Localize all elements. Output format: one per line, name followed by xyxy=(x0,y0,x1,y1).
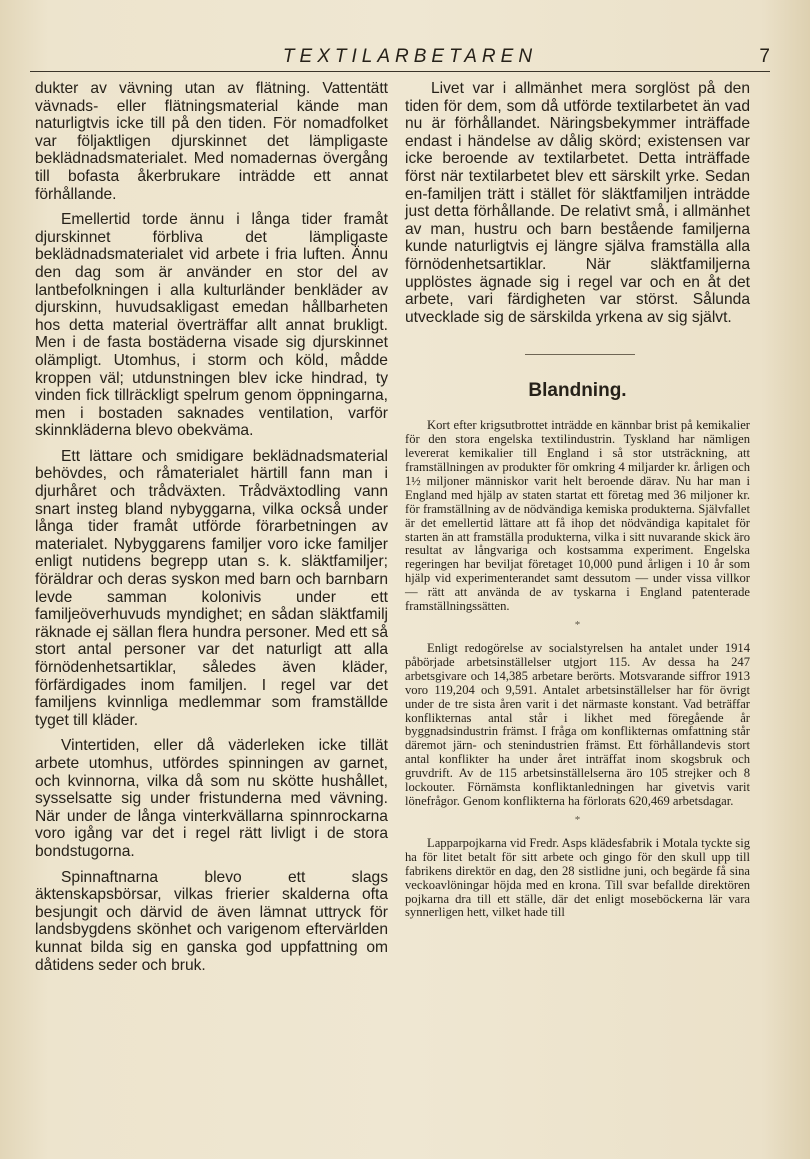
article-paragraph: Livet var i allmänhet mera sorglöst på den tiden för dem, som då utförde textilarbetet än vad nu är förhållandet. Näringsbekymmer inträffade endast i händelse av dålig skörd; existensen var icke beroende av textilarbetet. Detta inträffade först när textilarbetet blev ett särskilt yrke. Sedan en-familjen trätt i stället för släktfamiljen inträdde just detta förhållande. De relativt små, i allmänhet av man, hustru och barn bestående familjerna kunde naturligtvis ej längre själva framställa alla förnödenhetsartiklar. När släktfamiljerna upplöstes ägnade sig i regel var och en åt det arbete, vari färdigheten var störst. Sålunda utvecklade sig de särskilda yrkena av sig självt. xyxy=(405,80,750,326)
article-paragraph: Spinnaftnarna blevo ett slags äktenskapsbörsar, vilkas frierier skalderna ofta besjungit och därvid de även lämnat uttryck för landsbygdens skönhet och varigenom eftervärlden kunnat bilda sig en ganska god uppfattning om dåtidens seder och bruk. xyxy=(35,868,388,974)
article-paragraph: Vintertiden, eller då väderleken icke tillät arbete utomhus, utfördes spinningen av garnet, och kvinnorna, vilka då som nu skötte hushållet, sysselsatte sig under fristunderna med vävning. När under de långa vinterkvällarna spinnrockarna voro igång var det i regel rätt livligt i de stora bondstugorna. xyxy=(35,737,388,860)
asterisk-separator: * xyxy=(574,619,581,631)
section-title: Blandning. xyxy=(528,380,627,402)
section-divider xyxy=(525,354,635,355)
publication-title: TEXTILARBETAREN xyxy=(282,46,538,67)
right-column xyxy=(405,80,750,920)
page-header xyxy=(30,44,770,72)
page-number: 7 xyxy=(759,46,770,67)
header-rule xyxy=(30,71,770,72)
asterisk-separator: * xyxy=(574,813,581,826)
news-notice: Enligt redogörelse av socialstyrelsen ha antalet under 1914 påbörjade arbetsinställelser utgjort 115. Av dessa ha 247 arbetsgivare och 14,385 arbetare berörts. Motsvarande siffror 1913 voro 119,204 och 9,591. Antalet arbetsinställelser har för övrigt under de tre sista åren varit i det närmaste konstant. Vad beträffar konflikternas antal står i likhet med föregående år byggnadsindustrin främst. I fråga om konflikternas omfattning står däremot järn- och stenindustrien främst. Ett förhållandevis stort antal konflikter ha under året inträffat inom skogsbruk och gruvdrift. Av de 115 arbetsinställelserna äro 105 strejker och 8 lockouter. Förnämsta konfliktanledningen har givetvis varit lönefrågor. Genom konflikterna ha förlorats 620,469 arbetsdagar. xyxy=(405,641,750,808)
article-paragraph: Emellertid torde ännu i långa tider framåt djurskinnet förbliva det lämpligaste beklädnadsmaterialet vid arbete i fria luften. Ännu den dag som är använder en stor del av lantbefolkningen i alla kulturländer benkläder av djurskinn, huvudsakligast emedan hållbarheten hos detta material överträffar allt annat brukligt. Men i de fasta bostäderna visade sig djurskinnet olämpligt. Utomhus, i storm och köld, mådde kroppen väl; utdunstningen blev icke hindrad, ty vinden fick tillräckligt spelrum genom öppningarna, men i bostaden saknades ventilation, varför skinnkläderna blevo obekväma. xyxy=(35,211,388,440)
news-notice: Lapparpojkarna vid Fredr. Asps klädesfabrik i Motala tyckte sig ha för litet betalt för sitt arbete och gingo för den skull upp till fabrikens direktör en dag, den 28 sistlidne juni, och begärde få sina veckoavlöningar höjda med en krona. Till svar befallde direktören pojkarna dra till ett ställe, där det enligt moseböckerna lär vara synnerligen hett, vilket hade till xyxy=(405,835,750,920)
left-column xyxy=(35,80,388,982)
article-paragraph: Ett lättare och smidigare beklädnadsmaterial behövdes, och råmaterialet härtill fann man i djurhåret och trådväxten. Trådväxtodling vann snart insteg bland nybyggarna, vilka också under långa tider framåt utförde förarbetningen av materialet. Nybyggarens familjer voro icke familjer enligt nutidens begrepp utan s. k. släktfamiljer; föräldrar och deras syskon med barn och barnbarn levde samman kolonivis under ett familjeöverhuvuds myndighet; en sådan släktfamilj räknade ej sällan flera hundra personer. Med ett så stort antal personer var det naturligt att alla förnödenhetsartiklar, således även kläder, förfärdigades inom familjen. I regel var det familjens kvinnliga medlemmar som framställde tyget till kläder. xyxy=(35,447,388,729)
article-paragraph: dukter av vävning utan av flätning. Vattentätt vävnads- eller flätningsmaterial kände man naturligtvis icke till på den tiden. För nomadfolket var följaktligen djurskinnet det lämpligaste beklädnadsmaterialet. Med nomadernas övergång till bofasta åkerbrukare inträdde ett annat förhållande. xyxy=(35,80,388,203)
news-notice: Kort efter krigsutbrottet inträdde en kännbar brist på kemikalier för den stora engelska textilindustrin. Tyskland har nämligen levererat kemikalier till England i så stor utsträckning, att framställningen av produkter för omkring 4 miljarder kr. årligen och 1½ miljoner människor varit helt beroende därav. Nu har man i England med hjälp av staten startat ett företag med 36 miljoner kr. för framställning av de nödvändiga kemiska produkterna. Självfallet är det emellertid lättare att få ihop det nödvändiga kapitalet för starten än att framställa produkterna, vilka i sitt nuvarande skick äro resultat av långvariga och kostsamma experiment. Engelska regeringen har beviljat företaget 10,000 pund årligen i 10 år som hjälp vid experimenterandet samt dessutom — under vissa villkor — rätt att använda de av tyskarna i England patenterade framställningssätten. xyxy=(405,418,750,614)
